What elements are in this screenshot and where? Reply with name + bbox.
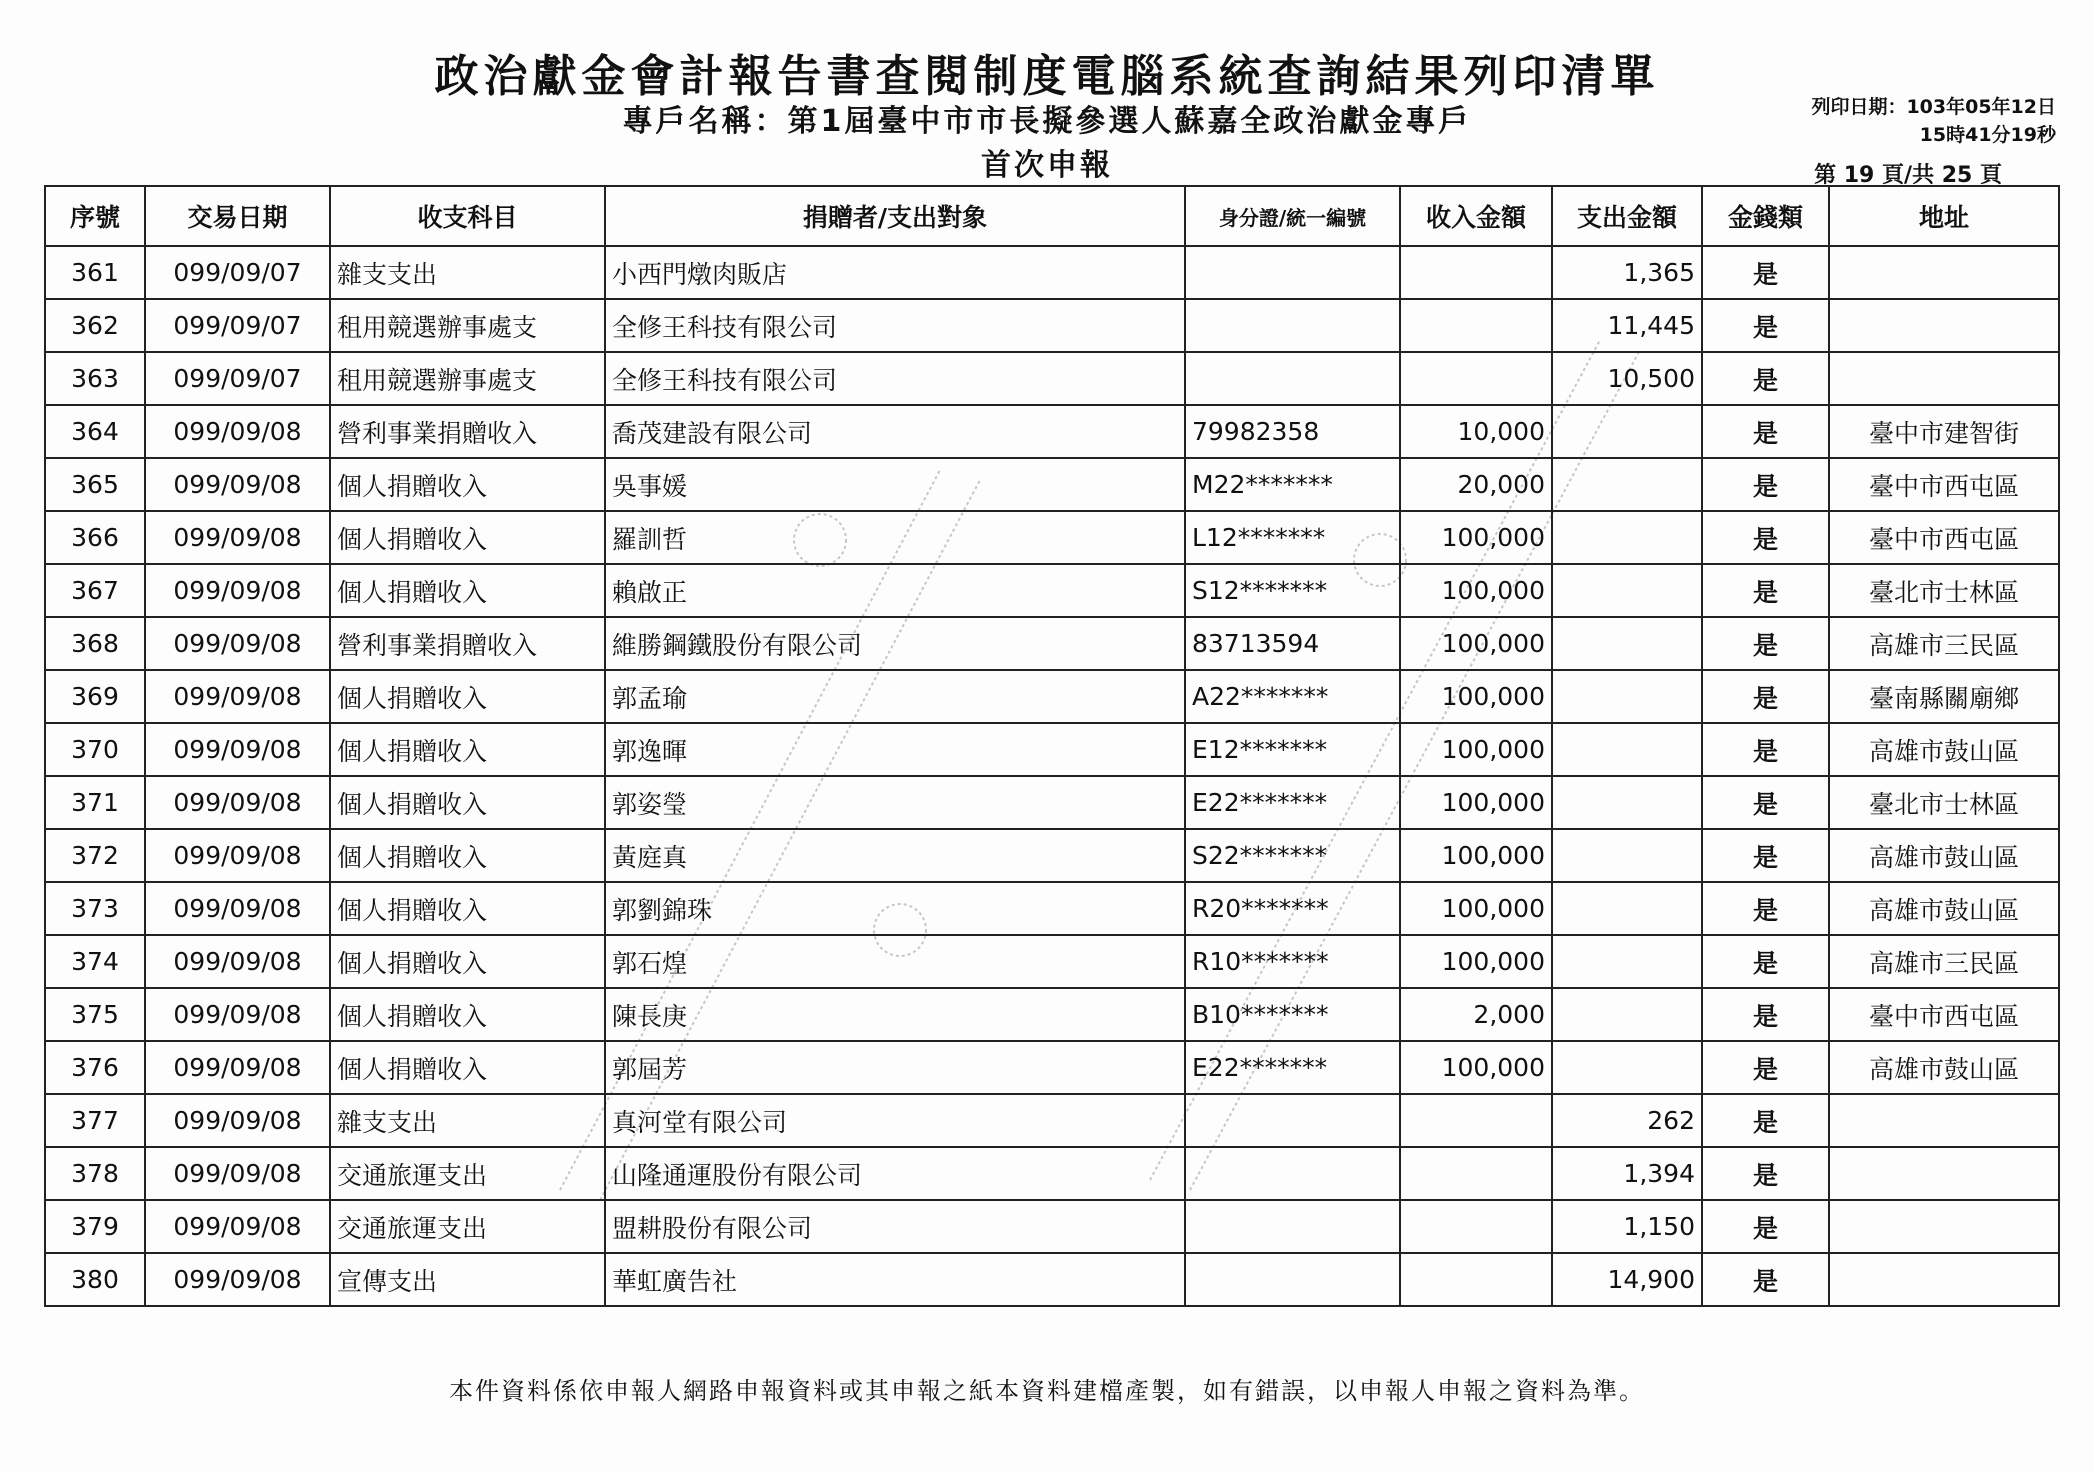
cell-counterparty: 郭逸暉 [605,723,1185,776]
cell-expense [1552,935,1702,988]
cell-date: 099/09/08 [145,1041,330,1094]
cell-category: 個人捐贈收入 [330,1041,605,1094]
cell-address: 臺中市西屯區 [1829,458,2059,511]
cell-serial: 379 [45,1200,145,1253]
cell-counterparty: 全修王科技有限公司 [605,352,1185,405]
cell-serial: 377 [45,1094,145,1147]
cell-monetary: 是 [1702,988,1829,1041]
print-date: 列印日期：103年05年12日 [1811,96,2056,118]
cell-income: 100,000 [1400,829,1552,882]
table-row [45,935,2059,988]
cell-monetary: 是 [1702,670,1829,723]
cell-counterparty: 郭屆芳 [605,1041,1185,1094]
cell-counterparty: 華虹廣告社 [605,1253,1185,1306]
cell-serial: 366 [45,511,145,564]
account-name: 專戶名稱：第1屆臺中市市長擬參選人蘇嘉全政治獻金專戶 [622,104,1472,139]
cell-category: 個人捐贈收入 [330,935,605,988]
cell-counterparty: 黃庭真 [605,829,1185,882]
cell-monetary: 是 [1702,405,1829,458]
cell-address: 高雄市三民區 [1829,617,2059,670]
cell-category: 營利事業捐贈收入 [330,617,605,670]
col-header-income: 收入金額 [1400,186,1552,246]
cell-monetary: 是 [1702,829,1829,882]
table-row [45,1200,2059,1253]
table-row [45,988,2059,1041]
cell-serial: 361 [45,246,145,299]
table-row [45,246,2059,299]
cell-monetary: 是 [1702,564,1829,617]
col-header-counterparty: 捐贈者/支出對象 [605,186,1185,246]
cell-expense [1552,1041,1702,1094]
document-title: 政治獻金會計報告書查閱制度電腦系統查詢結果列印清單 [434,51,1660,102]
cell-id-number: E22******* [1185,776,1400,829]
cell-serial: 364 [45,405,145,458]
table-row [45,829,2059,882]
cell-address [1829,299,2059,352]
cell-category: 個人捐贈收入 [330,511,605,564]
cell-serial: 371 [45,776,145,829]
cell-id-number: 83713594 [1185,617,1400,670]
cell-counterparty: 郭石煌 [605,935,1185,988]
cell-id-number: M22******* [1185,458,1400,511]
cell-monetary: 是 [1702,723,1829,776]
cell-date: 099/09/08 [145,617,330,670]
table-row [45,882,2059,935]
cell-id-number: L12******* [1185,511,1400,564]
cell-serial: 369 [45,670,145,723]
cell-income [1400,1094,1552,1147]
cell-income: 100,000 [1400,511,1552,564]
cell-expense [1552,723,1702,776]
cell-monetary: 是 [1702,1253,1829,1306]
cell-date: 099/09/08 [145,988,330,1041]
cell-income [1400,352,1552,405]
cell-category: 交通旅運支出 [330,1147,605,1200]
cell-category: 個人捐贈收入 [330,670,605,723]
cell-income: 100,000 [1400,564,1552,617]
cell-counterparty: 郭孟瑜 [605,670,1185,723]
cell-income [1400,246,1552,299]
table-row [45,1253,2059,1306]
cell-expense [1552,882,1702,935]
cell-expense [1552,511,1702,564]
cell-expense: 11,445 [1552,299,1702,352]
table-header-row [45,186,2059,246]
cell-address [1829,1147,2059,1200]
cell-id-number [1185,1094,1400,1147]
cell-address [1829,352,2059,405]
cell-serial: 376 [45,1041,145,1094]
cell-date: 099/09/07 [145,352,330,405]
table-row [45,776,2059,829]
table-row [45,670,2059,723]
table-row [45,405,2059,458]
col-header-monetary: 金錢類 [1702,186,1829,246]
cell-monetary: 是 [1702,1094,1829,1147]
cell-serial: 368 [45,617,145,670]
cell-date: 099/09/08 [145,829,330,882]
cell-date: 099/09/08 [145,458,330,511]
cell-expense [1552,564,1702,617]
cell-counterparty: 盟耕股份有限公司 [605,1200,1185,1253]
cell-category: 個人捐贈收入 [330,988,605,1041]
table-row [45,299,2059,352]
col-header-category: 收支科目 [330,186,605,246]
cell-id-number: 79982358 [1185,405,1400,458]
cell-expense: 262 [1552,1094,1702,1147]
cell-address: 高雄市三民區 [1829,935,2059,988]
cell-counterparty: 小西門燉肉販店 [605,246,1185,299]
cell-income: 100,000 [1400,670,1552,723]
cell-address [1829,1253,2059,1306]
cell-expense [1552,776,1702,829]
cell-serial: 370 [45,723,145,776]
cell-counterparty: 山隆通運股份有限公司 [605,1147,1185,1200]
cell-id-number: E12******* [1185,723,1400,776]
cell-date: 099/09/08 [145,1094,330,1147]
col-header-id-number: 身分證/統一編號 [1185,186,1400,246]
cell-monetary: 是 [1702,935,1829,988]
cell-serial: 363 [45,352,145,405]
cell-counterparty: 喬茂建設有限公司 [605,405,1185,458]
cell-income [1400,299,1552,352]
cell-id-number: S12******* [1185,564,1400,617]
cell-id-number: E22******* [1185,1041,1400,1094]
cell-category: 雜支支出 [330,246,605,299]
cell-expense [1552,829,1702,882]
cell-counterparty: 賴啟正 [605,564,1185,617]
cell-expense [1552,988,1702,1041]
cell-expense: 1,150 [1552,1200,1702,1253]
cell-id-number [1185,1253,1400,1306]
print-time: 15時41分19秒 [1919,124,2056,146]
cell-address [1829,1200,2059,1253]
cell-address: 高雄市鼓山區 [1829,829,2059,882]
table-row [45,617,2059,670]
footer-disclaimer: 本件資料係依申報人網路申報資料或其申報之紙本資料建檔產製，如有錯誤，以申報人申報之資料為準。 [449,1377,1645,1405]
cell-income: 100,000 [1400,617,1552,670]
cell-income: 100,000 [1400,882,1552,935]
cell-serial: 373 [45,882,145,935]
cell-id-number [1185,352,1400,405]
cell-address: 高雄市鼓山區 [1829,723,2059,776]
cell-address: 臺中市西屯區 [1829,988,2059,1041]
cell-income: 100,000 [1400,1041,1552,1094]
cell-category: 個人捐贈收入 [330,564,605,617]
cell-income: 2,000 [1400,988,1552,1041]
col-header-serial: 序號 [45,186,145,246]
cell-expense: 14,900 [1552,1253,1702,1306]
table-row [45,1147,2059,1200]
cell-counterparty: 陳長庚 [605,988,1185,1041]
cell-address: 臺北市士林區 [1829,776,2059,829]
cell-expense [1552,670,1702,723]
cell-category: 宣傳支出 [330,1253,605,1306]
cell-monetary: 是 [1702,776,1829,829]
table-row [45,352,2059,405]
cell-category: 個人捐贈收入 [330,458,605,511]
cell-id-number: R10******* [1185,935,1400,988]
cell-expense: 1,365 [1552,246,1702,299]
cell-income: 100,000 [1400,723,1552,776]
table-row [45,458,2059,511]
cell-counterparty: 郭劉錦珠 [605,882,1185,935]
cell-date: 099/09/08 [145,670,330,723]
cell-expense: 1,394 [1552,1147,1702,1200]
cell-monetary: 是 [1702,511,1829,564]
cell-category: 個人捐贈收入 [330,723,605,776]
cell-address [1829,246,2059,299]
cell-serial: 374 [45,935,145,988]
table-row [45,1094,2059,1147]
cell-date: 099/09/08 [145,776,330,829]
cell-id-number: S22******* [1185,829,1400,882]
cell-address: 高雄市鼓山區 [1829,882,2059,935]
cell-serial: 372 [45,829,145,882]
cell-date: 099/09/08 [145,723,330,776]
col-header-expense: 支出金額 [1552,186,1702,246]
cell-monetary: 是 [1702,1041,1829,1094]
report-type: 首次申報 [981,148,1113,183]
cell-monetary: 是 [1702,1147,1829,1200]
cell-counterparty: 維勝鋼鐵股份有限公司 [605,617,1185,670]
cell-category: 個人捐贈收入 [330,882,605,935]
cell-date: 099/09/08 [145,1147,330,1200]
cell-id-number [1185,246,1400,299]
table-row [45,723,2059,776]
cell-category: 雜支支出 [330,1094,605,1147]
cell-date: 099/09/07 [145,246,330,299]
cell-address: 臺中市西屯區 [1829,511,2059,564]
cell-category: 營利事業捐贈收入 [330,405,605,458]
cell-address: 臺北市士林區 [1829,564,2059,617]
cell-serial: 375 [45,988,145,1041]
cell-monetary: 是 [1702,246,1829,299]
cell-address: 高雄市鼓山區 [1829,1041,2059,1094]
cell-counterparty: 吳事媛 [605,458,1185,511]
cell-category: 交通旅運支出 [330,1200,605,1253]
table-row [45,564,2059,617]
cell-address [1829,1094,2059,1147]
table-row [45,511,2059,564]
cell-monetary: 是 [1702,1200,1829,1253]
cell-serial: 362 [45,299,145,352]
cell-date: 099/09/08 [145,1200,330,1253]
cell-expense [1552,458,1702,511]
cell-counterparty: 羅訓哲 [605,511,1185,564]
col-header-address: 地址 [1829,186,2059,246]
cell-date: 099/09/08 [145,882,330,935]
cell-id-number [1185,1147,1400,1200]
cell-counterparty: 郭姿瑩 [605,776,1185,829]
cell-date: 099/09/08 [145,1253,330,1306]
cell-counterparty: 全修王科技有限公司 [605,299,1185,352]
cell-monetary: 是 [1702,882,1829,935]
cell-date: 099/09/08 [145,511,330,564]
ledger-table [44,185,2060,1307]
cell-address: 臺中市建智街 [1829,405,2059,458]
cell-serial: 380 [45,1253,145,1306]
cell-income: 20,000 [1400,458,1552,511]
cell-date: 099/09/08 [145,405,330,458]
cell-income: 100,000 [1400,776,1552,829]
cell-serial: 378 [45,1147,145,1200]
cell-category: 租用競選辦事處支 [330,299,605,352]
cell-date: 099/09/08 [145,564,330,617]
cell-expense: 10,500 [1552,352,1702,405]
cell-counterparty: 真河堂有限公司 [605,1094,1185,1147]
cell-monetary: 是 [1702,617,1829,670]
cell-category: 租用競選辦事處支 [330,352,605,405]
cell-id-number [1185,1200,1400,1253]
cell-category: 個人捐贈收入 [330,776,605,829]
cell-monetary: 是 [1702,299,1829,352]
cell-income: 100,000 [1400,935,1552,988]
cell-id-number: B10******* [1185,988,1400,1041]
cell-income [1400,1147,1552,1200]
cell-id-number [1185,299,1400,352]
cell-monetary: 是 [1702,458,1829,511]
cell-date: 099/09/08 [145,935,330,988]
table-row [45,1041,2059,1094]
cell-address: 臺南縣關廟鄉 [1829,670,2059,723]
cell-id-number: A22******* [1185,670,1400,723]
cell-serial: 365 [45,458,145,511]
cell-id-number: R20******* [1185,882,1400,935]
page-info: 第 19 頁/共 25 頁 [1814,163,2002,188]
cell-income [1400,1200,1552,1253]
cell-income: 10,000 [1400,405,1552,458]
cell-date: 099/09/07 [145,299,330,352]
cell-serial: 367 [45,564,145,617]
cell-monetary: 是 [1702,352,1829,405]
col-header-date: 交易日期 [145,186,330,246]
cell-expense [1552,617,1702,670]
cell-income [1400,1253,1552,1306]
cell-category: 個人捐贈收入 [330,829,605,882]
cell-expense [1552,405,1702,458]
